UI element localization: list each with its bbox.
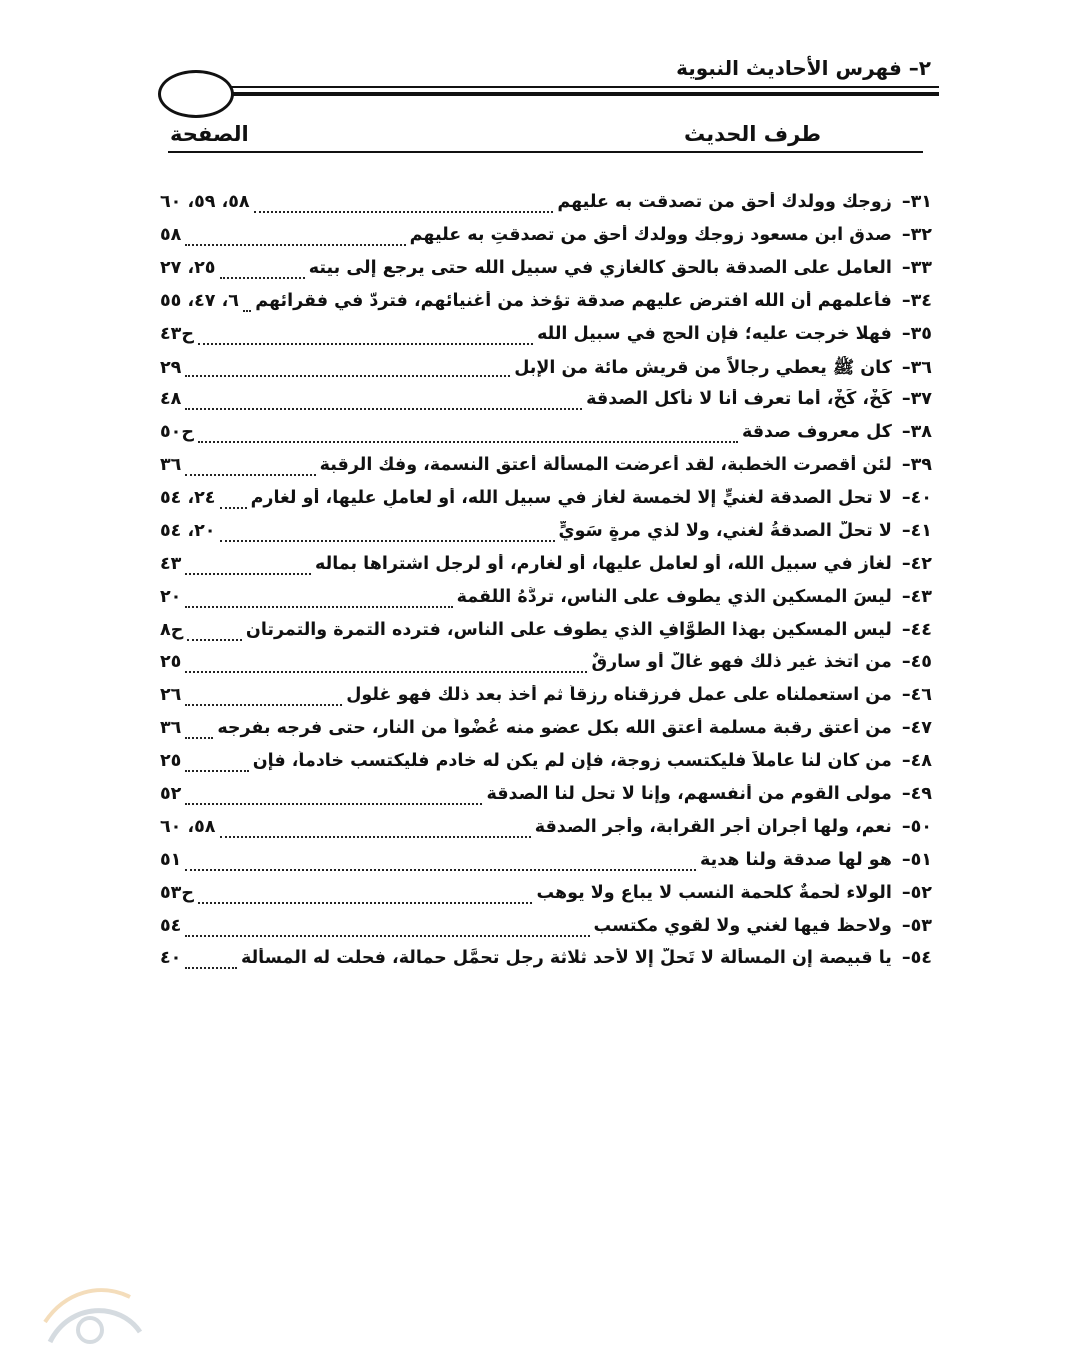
dot-leader bbox=[185, 243, 405, 246]
entry-number: ٣٧– bbox=[901, 389, 932, 410]
entry-number: ٤٩– bbox=[901, 784, 932, 805]
entry-text: من كان لنا عاملاً فليكتسب زوجة، فإن لم يكن له خادم فليكتسب خادماً، فإن bbox=[252, 751, 892, 772]
index-entry bbox=[160, 784, 932, 817]
entry-page-ref: ح٥٣ bbox=[160, 882, 194, 903]
dot-leader bbox=[220, 539, 555, 542]
watermark-logo-icon bbox=[30, 1262, 160, 1362]
entry-number: ٥١– bbox=[901, 849, 932, 870]
column-header-hadith: طرف الحديث bbox=[683, 122, 821, 146]
entry-number: ٤٦– bbox=[901, 685, 932, 706]
dot-leader bbox=[185, 966, 237, 969]
index-entry bbox=[160, 916, 932, 949]
entry-number: ٤٥– bbox=[901, 652, 932, 673]
entry-number: ٣٨– bbox=[901, 422, 932, 443]
entry-text: الولاء لُحمةٌ كلحمة النسب لا يباع ولا يوهب bbox=[536, 882, 892, 903]
entry-page-ref: ٢٠ bbox=[160, 586, 182, 607]
dot-leader bbox=[198, 440, 738, 443]
dot-leader bbox=[198, 901, 532, 904]
index-entry bbox=[160, 587, 932, 620]
entry-number: ٤٨– bbox=[901, 751, 932, 772]
entry-page-ref: ٤٠ bbox=[160, 948, 182, 969]
page-number-oval bbox=[158, 70, 234, 118]
entry-page-ref: ٥٨ bbox=[160, 224, 182, 245]
entry-text: زوجك وولدك أحق من تصدقت به عليهم bbox=[557, 192, 892, 212]
entry-page-ref: ح٤٣ bbox=[160, 323, 194, 344]
entry-number: ٤٧– bbox=[901, 718, 932, 739]
entry-page-ref: ٢٠، ٥٤ bbox=[160, 520, 216, 541]
entry-page-ref: ٤٨ bbox=[160, 389, 182, 410]
entry-page-ref: ٢٥ bbox=[160, 652, 182, 673]
dot-leader bbox=[198, 342, 533, 345]
entry-text: العامل على الصدقة بالحق كالغازي في سبيل الله حتى يرجع إلى بيته bbox=[308, 257, 892, 278]
dot-leader bbox=[185, 934, 589, 937]
index-entry bbox=[160, 652, 932, 685]
dot-leader bbox=[243, 309, 251, 312]
entry-text: ليس المسكين بهذا الطوَّافِ الذي يطوف على الناس، فترده التمرة والتمرتان bbox=[245, 619, 892, 640]
index-entry bbox=[160, 521, 932, 554]
entry-text: نعم، ولها أجران أجر القرابة، وأجر الصدقة bbox=[534, 816, 892, 837]
entry-number: ٥٠– bbox=[901, 816, 932, 837]
dot-leader bbox=[187, 638, 242, 641]
index-entry bbox=[160, 488, 932, 521]
entry-number: ٤١– bbox=[901, 520, 932, 541]
index-entry bbox=[160, 883, 932, 916]
entry-number: ٣٥– bbox=[901, 323, 932, 344]
index-entry bbox=[160, 455, 932, 488]
entry-number: ٣٩– bbox=[901, 455, 932, 476]
dot-leader bbox=[185, 605, 452, 608]
dot-leader bbox=[185, 802, 482, 805]
entry-number: ٣٤– bbox=[901, 290, 932, 311]
entry-text: كان ﷺ يعطي رجالاً من قريش مائة من الإبل bbox=[514, 358, 892, 379]
entry-text: كل معروف صدقة bbox=[741, 422, 892, 443]
entry-page-ref: ح٥٠ bbox=[160, 422, 194, 443]
entry-text: هو لها صدقة ولنا هدية bbox=[700, 849, 892, 870]
entry-text: فهلا خرجت عليه؛ فإن الحج في سبيل الله bbox=[537, 323, 892, 344]
index-entry bbox=[160, 751, 932, 784]
column-header-rule bbox=[168, 151, 923, 153]
index-entry bbox=[160, 422, 932, 455]
entry-text: مولى القوم من أنفسهم، وإنا لا تحل لنا الصدقة bbox=[486, 784, 892, 805]
index-entry bbox=[160, 258, 932, 291]
dot-leader bbox=[220, 506, 247, 509]
entry-number: ٤٠– bbox=[901, 488, 932, 509]
entry-text: صدق ابن مسعود زوجك وولدك أحق من تصدقتِ به عليهم bbox=[409, 224, 892, 245]
entry-number: ٣٢– bbox=[901, 224, 932, 245]
entry-page-ref: ٢٥ bbox=[160, 751, 182, 772]
entry-text: من اتخذ غير ذلك فهو غالٌّ أو سارقٌ bbox=[591, 652, 892, 673]
entry-text: لئن أقصرت الخطبة، لقد أعرضت المسألة أعتق النسمة، وفك الرقبة bbox=[319, 455, 892, 476]
dot-leader bbox=[220, 835, 531, 838]
page-header-title: ٢– فهرس الأحاديث النبوية bbox=[676, 56, 931, 80]
entry-number: ٥٤– bbox=[901, 948, 932, 969]
entry-text: فأعلمهم أن الله افترض عليهم صدقة تؤخذ من أغنيائهم، فتردّ في فقرائهم bbox=[255, 290, 892, 311]
entry-page-ref: ٥٢ bbox=[160, 784, 182, 805]
dot-leader bbox=[185, 736, 213, 739]
dot-leader bbox=[185, 868, 696, 871]
entry-text: لا تحلُّ الصدقةُ لغني، ولا لذي مرةٍ سَويٍّ bbox=[558, 520, 892, 541]
entry-page-ref: ٤٣ bbox=[160, 553, 182, 574]
header-rule-thick bbox=[226, 92, 939, 96]
entry-page-ref: ٥١ bbox=[160, 849, 182, 870]
dot-leader bbox=[185, 374, 510, 377]
header-rule-thin bbox=[226, 86, 939, 88]
dot-leader bbox=[185, 670, 587, 673]
dot-leader bbox=[185, 473, 315, 476]
hadith-index-list bbox=[160, 192, 932, 981]
index-entry bbox=[160, 324, 932, 357]
entry-page-ref: ٥٨، ٥٩، ٦٠ bbox=[160, 192, 250, 212]
entry-number: ٤٢– bbox=[901, 553, 932, 574]
entry-text: لا تحل الصدقة لغنيٍّ إلا لخمسة لغازٍ في سبيل الله، أو لعاملٍ عليها، أو لغارمٍ bbox=[250, 488, 892, 509]
entry-text: كَخْ، كَخْ، أما تعرف أنا لا نأكل الصدقة bbox=[586, 389, 892, 410]
entry-page-ref: ٥٨، ٦٠ bbox=[160, 816, 216, 837]
entry-page-ref: ٣٦ bbox=[160, 718, 182, 739]
entry-number: ٤٣– bbox=[901, 586, 932, 607]
entry-number: ٣١– bbox=[901, 192, 932, 212]
entry-text: يا قبيصة إن المسألة لا تَحلُّ إلا لأحد ثلاثة رجل تحمَّل حمالة، فحلت له المسألة bbox=[240, 948, 892, 969]
entry-number: ٣٦– bbox=[901, 358, 932, 379]
entry-text: من استعملناه على عمل فرزقناه رزقاً ثم أخذ بعد ذلك فهو غلول bbox=[346, 685, 892, 706]
column-header-page: الصفحة bbox=[170, 122, 249, 146]
entry-text: ليسَ المسكين الذي يطوف على الناس، تردُّهُ اللقمة bbox=[456, 586, 892, 607]
entry-text: لغازٍ في سبيل الله، أو لعامل عليها، أو لغارمٍ، أو لرجل اشتراها بماله bbox=[315, 553, 892, 574]
index-entry bbox=[160, 356, 932, 389]
dot-leader bbox=[254, 210, 554, 213]
index-entry bbox=[160, 685, 932, 718]
entry-number: ٥٢– bbox=[901, 882, 932, 903]
index-entry bbox=[160, 620, 932, 653]
dot-leader bbox=[185, 769, 248, 772]
entry-page-ref: ٦، ٤٧، ٥٥ bbox=[160, 290, 239, 311]
dot-leader bbox=[220, 276, 305, 279]
entry-page-ref: ٢٦ bbox=[160, 685, 182, 706]
index-entry bbox=[160, 817, 932, 850]
entry-page-ref: ٢٤، ٥٤ bbox=[160, 488, 216, 509]
entry-number: ٥٣– bbox=[901, 915, 932, 936]
index-entry bbox=[160, 225, 932, 258]
dot-leader bbox=[185, 703, 342, 706]
entry-page-ref: ٢٩ bbox=[160, 358, 182, 379]
entry-text: ولاحظ فيها لغني ولا لقوي مكتسب bbox=[593, 915, 892, 936]
index-entry bbox=[160, 850, 932, 883]
index-entry bbox=[160, 192, 932, 225]
entry-page-ref: ٥٤ bbox=[160, 915, 182, 936]
dot-leader bbox=[185, 407, 582, 410]
index-entry bbox=[160, 554, 932, 587]
entry-page-ref: ح٨ bbox=[160, 619, 184, 640]
entry-page-ref: ٣٦ bbox=[160, 455, 182, 476]
index-entry bbox=[160, 718, 932, 751]
entry-page-ref: ٢٥، ٢٧ bbox=[160, 257, 216, 278]
entry-number: ٤٤– bbox=[901, 619, 932, 640]
dot-leader bbox=[185, 572, 311, 575]
entry-number: ٣٣– bbox=[901, 257, 932, 278]
index-entry bbox=[160, 291, 932, 324]
index-entry bbox=[160, 389, 932, 422]
entry-text: من أعتق رقبة مسلمة أعتق الله بكل عضو منه عُضْواً من النار، حتى فرجه بفرجه bbox=[217, 718, 892, 739]
index-entry bbox=[160, 948, 932, 981]
